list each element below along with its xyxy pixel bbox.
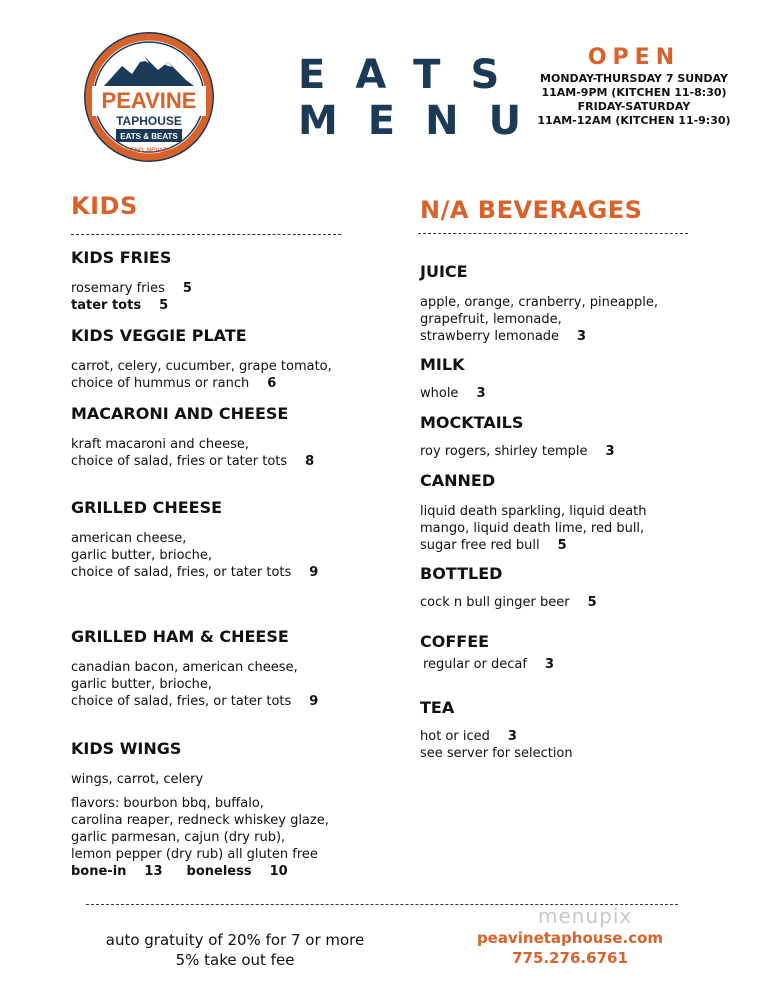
item-title: TEA: [420, 698, 455, 717]
item-desc: mango, liquid death lime, red bull,: [420, 521, 645, 536]
item-desc: [71, 297, 192, 314]
item-title: KIDS WINGS: [71, 739, 182, 758]
item-desc: garlic butter, brioche,: [71, 677, 213, 692]
kids-heading: KIDS: [71, 192, 138, 220]
item-price: 5: [182, 281, 192, 296]
hours-heading: OPEN: [587, 45, 681, 70]
item-title: MOCKTAILS: [420, 413, 524, 432]
item-price: 3: [507, 729, 517, 744]
footer-contact: [456, 928, 684, 968]
logo-tagline: EATS & BEATS: [120, 132, 178, 141]
title-line-eats: EATS: [298, 52, 530, 98]
logo-graphic: [82, 30, 216, 164]
grilled-cheese-item: [71, 498, 318, 581]
item-title: GRILLED CHEESE: [71, 498, 223, 517]
desc-text: regular or decaf: [423, 657, 527, 672]
item-title: CANNED: [420, 471, 496, 490]
item-price: 3: [476, 386, 486, 401]
item-title: KIDS VEGGIE PLATE: [71, 326, 247, 345]
desc-text: choice of salad, fries, or tater tots: [71, 694, 292, 709]
peavine-logo: [82, 30, 216, 164]
canned-item: [420, 471, 647, 554]
kids-fries-item: [71, 248, 192, 314]
opening-hours: [525, 44, 743, 128]
item-title: KIDS FRIES: [71, 248, 172, 267]
logo-location: RENO, NEVADA: [126, 148, 172, 154]
item-price: 3: [544, 657, 555, 672]
item-title: COFFEE: [420, 632, 490, 651]
item-desc: see server for selection: [420, 746, 573, 761]
macaroni-item: [71, 404, 314, 470]
grilled-ham-item: [71, 627, 318, 710]
item-desc: [420, 537, 647, 554]
takeout-note: 5% take out fee: [175, 951, 295, 969]
footer-notes: [86, 930, 384, 970]
desc-text: choice of salad, fries or tater tots: [71, 454, 288, 469]
item-price: 5: [159, 298, 169, 313]
gratuity-note: auto gratuity of 20% for 7 or more: [105, 931, 365, 949]
item-desc: grapefruit, lemonade,: [420, 312, 562, 327]
item-desc: american cheese,: [71, 531, 187, 546]
item-title: MILK: [420, 355, 465, 374]
coffee-item: [420, 632, 554, 673]
kids-wings-item: [71, 739, 329, 880]
hours-line-1: MONDAY-THURSDAY 7 SUNDAY: [540, 72, 728, 85]
logo-name: PEAVINE: [101, 88, 197, 113]
item-desc: kraft macaroni and cheese,: [71, 437, 250, 452]
item-desc: garlic parmesan, cajun (dry rub),: [71, 830, 286, 845]
tea-item: [420, 698, 573, 762]
item-desc: carolina reaper, redneck whiskey glaze,: [71, 813, 329, 828]
desc-text: strawberry lemonade: [420, 329, 560, 344]
item-desc: [420, 728, 573, 745]
item-desc: [71, 564, 318, 581]
item-desc: [71, 453, 314, 470]
item-desc: [71, 375, 332, 392]
beverages-heading: N/A BEVERAGES: [420, 196, 643, 224]
item-desc: [420, 385, 485, 402]
item-desc: [71, 280, 192, 297]
item-price: 3: [605, 444, 615, 459]
hours-line-2: 11AM-9PM (KITCHEN 11-8:30): [541, 86, 727, 99]
kids-divider: [71, 234, 341, 235]
item-price: 3: [577, 329, 587, 344]
milk-item: [420, 355, 485, 402]
kids-veggie-item: [71, 326, 332, 392]
item-price: 6: [267, 376, 277, 391]
desc-text: cock n bull ginger beer: [420, 595, 570, 610]
item-title: MACARONI AND CHEESE: [71, 404, 289, 423]
item-desc: apple, orange, cranberry, pineapple,: [420, 295, 659, 310]
item-desc: carrot, celery, cucumber, grape tomato,: [71, 359, 332, 374]
item-desc: lemon pepper (dry rub) all gluten free: [71, 847, 318, 862]
item-price: 5: [557, 538, 567, 553]
desc-text: choice of salad, fries, or tater tots: [71, 565, 292, 580]
desc-text: boneless: [186, 864, 252, 879]
hours-line-3: FRIDAY-SATURDAY: [577, 100, 691, 113]
desc-text: whole: [420, 386, 459, 401]
beverages-divider: [418, 233, 688, 234]
item-desc: [420, 594, 597, 611]
desc-text: roy rogers, shirley temple: [420, 444, 588, 459]
item-desc: [420, 443, 615, 460]
item-price: 10: [269, 864, 288, 879]
item-price: 9: [309, 694, 319, 709]
item-desc: garlic butter, brioche,: [71, 548, 213, 563]
phone-number[interactable]: 775.276.6761: [512, 949, 628, 967]
item-title: JUICE: [420, 262, 468, 281]
item-desc: [420, 328, 658, 345]
desc-text: rosemary fries: [71, 281, 165, 296]
item-desc: [71, 863, 329, 880]
item-title: GRILLED HAM & CHEESE: [71, 627, 289, 646]
item-price: 13: [144, 864, 163, 879]
item-desc: flavors: bourbon bbq, buffalo,: [71, 796, 264, 811]
logo-sub: TAPHOUSE: [116, 114, 182, 128]
desc-text: bone-in: [71, 864, 127, 879]
page-title: [268, 52, 552, 144]
title-line-menu: MENU: [298, 98, 552, 144]
desc-text: sugar free red bull: [420, 538, 540, 553]
watermark: menupix: [538, 904, 633, 928]
bottled-item: [420, 564, 597, 611]
item-desc: wings, carrot, celery: [71, 772, 204, 787]
item-price: 5: [587, 595, 597, 610]
juice-item: [420, 262, 658, 345]
desc-text: tater tots: [71, 298, 142, 313]
item-price: 8: [305, 454, 315, 469]
desc-text: hot or iced: [420, 729, 490, 744]
item-desc: [71, 693, 318, 710]
hours-line-4: 11AM-12AM (KITCHEN 11-9:30): [537, 114, 731, 127]
website-link[interactable]: peavinetaphouse.com: [476, 929, 664, 947]
item-title: BOTTLED: [420, 564, 503, 583]
item-price: 9: [309, 565, 319, 580]
desc-text: choice of hummus or ranch: [71, 376, 250, 391]
item-desc: canadian bacon, american cheese,: [71, 660, 298, 675]
item-desc: [420, 656, 554, 673]
item-desc: liquid death sparkling, liquid death: [420, 504, 647, 519]
mocktails-item: [420, 413, 615, 460]
